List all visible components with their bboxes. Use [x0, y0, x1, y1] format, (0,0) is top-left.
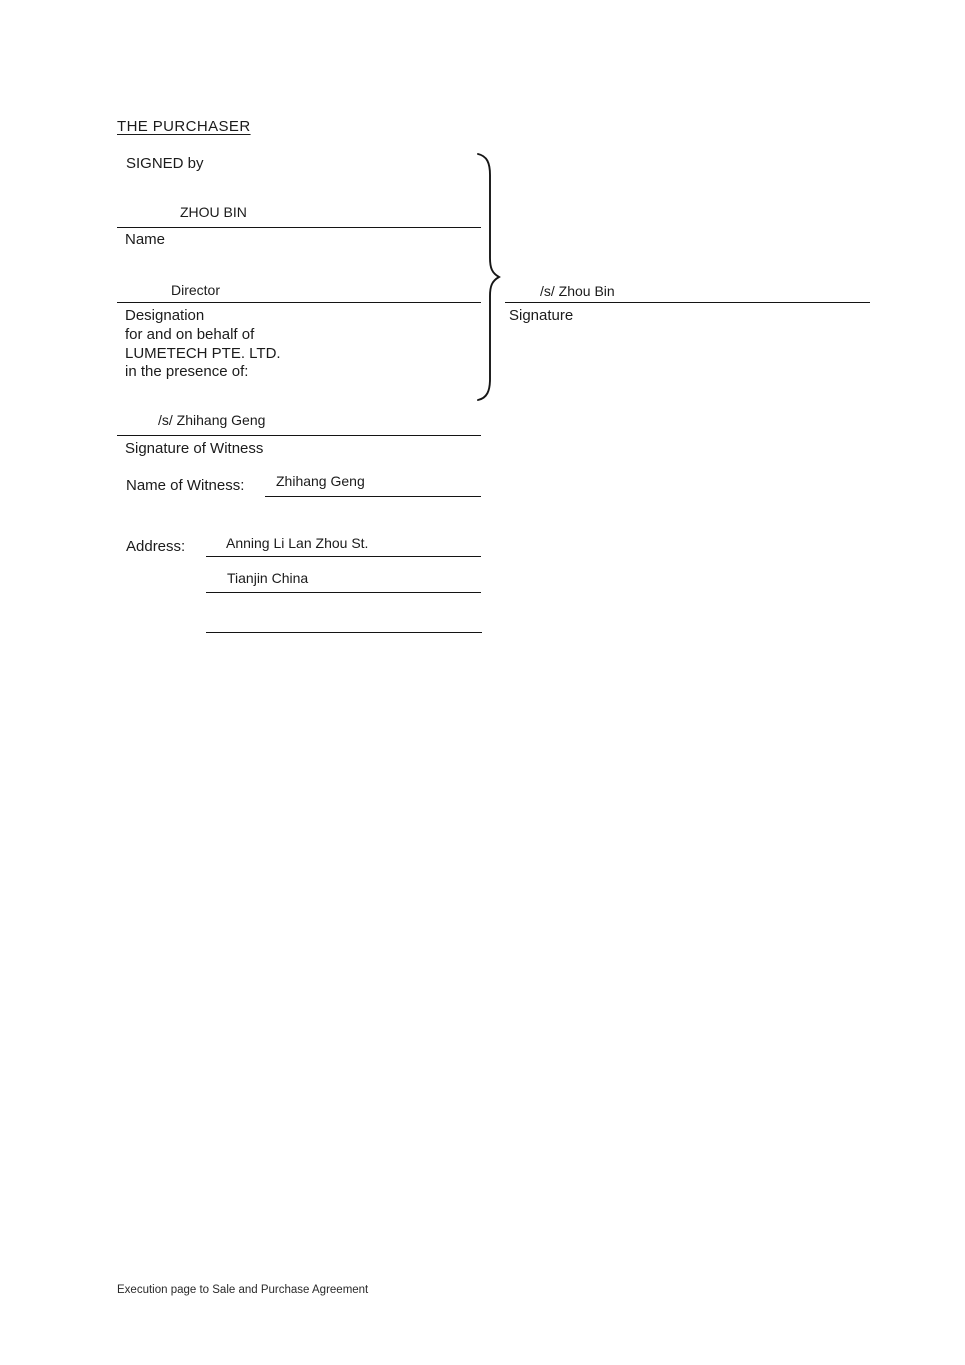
signed-by-label: SIGNED by [126, 155, 204, 172]
name-signature-line [117, 227, 481, 228]
purchaser-signature-label: Signature [509, 307, 574, 324]
address-line3-rule [206, 632, 482, 633]
witness-name-label: Name of Witness: [126, 477, 245, 494]
address-line2-value: Tianjin China [227, 570, 309, 586]
on-behalf-line-2: LUMETECH PTE. LTD. [125, 345, 281, 362]
designation-value: Director [171, 282, 221, 298]
witness-signature-label: Signature of Witness [125, 440, 264, 457]
on-behalf-line-3: in the presence of: [125, 363, 249, 380]
address-line1-rule [206, 556, 481, 557]
witness-name-line [265, 496, 481, 497]
address-line1-value: Anning Li Lan Zhou St. [226, 535, 369, 551]
footer-text: Execution page to Sale and Purchase Agreement [117, 1284, 369, 1296]
name-label: Name [125, 231, 166, 248]
witness-name-value: Zhihang Geng [276, 473, 365, 489]
witness-signature-value: /s/ Zhihang Geng [158, 412, 266, 428]
designation-line [117, 302, 481, 303]
page-title: THE PURCHASER [117, 118, 251, 135]
purchaser-signature-line [505, 302, 870, 303]
purchaser-signature-value: /s/ Zhou Bin [540, 283, 615, 299]
curly-brace-icon [476, 152, 502, 402]
address-line2-rule [206, 592, 481, 593]
name-value: ZHOU BIN [180, 204, 247, 220]
witness-signature-line [117, 435, 481, 436]
designation-label: Designation [125, 307, 205, 324]
on-behalf-line-1: for and on behalf of [125, 326, 255, 343]
address-label: Address: [126, 538, 186, 555]
